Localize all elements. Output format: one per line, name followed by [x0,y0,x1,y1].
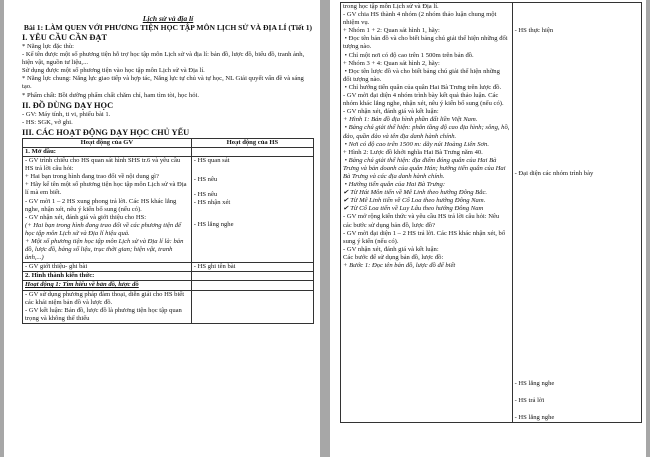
gv-line: + Hai bạn trong hình đang trao đổi về nội dung gì? [25,173,159,181]
document-page-1 [4,0,320,457]
hs-line: - Đại diện các nhóm trình bày [514,170,594,178]
gv-bullet: • Chỉ một nơi có độ cao trên 1 500m trên bản đồ. [343,51,474,59]
gv-line: + Hãy kể tên một số phương tiện học tập môn Lịch sử và Địa lí mà em biết. [25,181,187,197]
gv-line: - GV mời 1 – 2 HS xung phong trả lời. Các HS khác lắng nghe, nhận xét, nêu ý kiến bổ sung (nếu có). [25,197,177,213]
activities-table [22,138,314,324]
gv-cell [341,3,513,423]
activity-1-title: Hoạt động 1: Tìm hiểu về bản đồ, lược đồ [23,281,192,290]
check-icon: ✔ [343,197,349,205]
gv-bullet: • Đọc tên bản đồ và cho biết bảng chú giải thể hiện những đối tượng nào. [343,35,508,51]
activities-table-continued [340,2,642,423]
empty-cell [191,281,313,290]
gv-italic-line: + Bước 1: Đọc tên bản đồ, lược đồ để biết [343,262,456,269]
subject-title: Lịch sử và địa lí [142,14,194,23]
table-row [23,272,314,281]
s1-line: * Năng lực chung: Năng lực giao tiếp và hợp tác, Năng lực tự chủ và tự học, NL Giải quyết vấn đề và sáng tạo. [22,75,304,91]
gv-cell [23,290,192,323]
hs-line: - HS nhận xét [193,199,231,207]
gv-line: - GV kết luận: Bản đồ, lược đồ là phương tiện học tập quan trọng và không thể thiếu [25,306,182,322]
table-row [23,281,314,290]
s1-line: - Kể tên được một số phương tiện hỗ trợ học tập môn Lịch sử và địa lí: bản đồ, lược đồ, biểu đồ, tranh ảnh, hiện vật, nguồn tư liệu,... [22,51,305,67]
gv-cell: - GV giới thiệu- ghi bài [23,263,192,272]
page-1-content [22,14,314,324]
gv-line: - GV nhận xét, đánh giá và kết luận: [343,245,439,253]
table-row [23,263,314,272]
gv-check-item: ✔ Từ Hát Môn tiến về Mê Linh theo hướng Đông Bắc. [343,189,488,197]
table-row [23,157,314,263]
s1-line: * Năng lực đặc thù: [22,43,74,50]
gv-line: - GV trình chiếu cho HS quan sát hình SHS tr.6 và yêu cầu HS trả lời câu hỏi: [25,157,181,173]
gv-line: - GV chia HS thành 4 nhóm (2 nhóm thảo luận chung một nhiệm vụ. [343,11,497,27]
gv-line: + Nhóm 1 + 2: Quan sát hình 1, hãy: [343,27,440,35]
hs-cell [191,157,313,263]
hs-line: - HS lắng nghe [514,414,555,422]
gv-line: - GV nhận xét, đánh giá và kết luận: [343,108,439,116]
hs-line: - HS lắng nghe [193,221,234,229]
gv-bullet: • Nơi có độ cao trên 1500 m: dãy núi Hoàng Liên Sơn. [343,140,489,148]
gv-bullet: • Hướng tiến quân của Hai Bà Trưng: [343,181,446,189]
gv-italic-line: (+ Hai bạn trong hình đang trao đổi về các phương tiện để học tập môn Lịch sử và Địa lí hiệu quả. [25,221,181,237]
row-title-hinh-thanh: 2. Hình thành kiến thức: [23,272,192,281]
check-icon: ✔ [343,189,349,197]
s1-line: Sử dụng được một số phương tiện vào học tập môn Lịch sử và Địa lí. [22,67,205,75]
empty-cell [191,290,313,323]
s1-line: * Phẩm chất: Bồi dưỡng phẩm chất chăm chỉ, ham tìm tòi, học hỏi. [22,91,200,99]
gv-bullet: • Chỉ hướng tiến quân của quân Hai Bà Trưng trên lược đồ. [343,83,502,91]
row-title-mo-dau: 1. Mở đầu: [23,147,192,156]
empty-cell [191,147,313,156]
gv-check-item: ✔ Từ Mê Linh tiến về Cổ Loa theo hướng Đông Nam. [343,197,486,205]
hs-cell [512,3,641,423]
section-1-heading: I. YÊU CẦU CẦN ĐẠT [22,33,108,42]
header-gv: Hoạt động của GV [23,138,192,147]
gv-bullet: • Bảng chú giải thể hiện: địa điểm đóng quân của Hai Bà Trưng và bản doanh của quân Hán; hướng tiến quân của Hai Bà Trưng và các địa danh hành chính. [343,156,506,180]
hs-line: - HS thực hiện [514,27,554,34]
section-3-heading: III. CÁC HOẠT ĐỘNG DẠY HỌC CHỦ YẾU [22,127,190,137]
gv-line: + Nhóm 3 + 4: Quan sát hình 2, hãy: [343,59,440,67]
gv-line: trong học tập môn Lịch sử và Địa lí. [343,3,439,10]
hs-line: - HS nêu [193,191,218,199]
gv-line: Các bước để sử dụng bản đồ, lược đồ: [343,253,444,261]
gv-line: - GV mở rộng kiến thức và yêu cầu HS trả lời câu hỏi: Nêu các bước sử dụng bản đồ, lược đồ? [343,213,500,229]
hs-cell: - HS ghi tên bài [191,263,313,272]
lesson-title: Bài 1: LÀM QUEN VỚI PHƯƠNG TIỆN HỌC TẬP MÔN LỊCH SỬ VÀ ĐỊA LÍ (Tiết 1) [23,23,313,32]
table-row [23,147,314,156]
gv-bullet: • Đọc tên lược đồ và cho biết bảng chú giải thể hiện những đối tượng nào. [343,67,500,83]
gv-line: + Hình 2: Lược đồ khởi nghĩa Hai Bà Trưng năm 40. [343,148,483,156]
hs-line: - HS quan sát [193,157,230,165]
table-header-row [23,138,314,147]
hs-line: - HS lắng nghe [514,380,555,388]
check-icon: ✔ [343,205,349,213]
gv-bullet: • Bảng chú giải thể hiện: phân tầng độ cao địa hình; sông, hồ, đảo, quần đảo và tên địa danh hành chính. [343,124,510,140]
section-2-heading: II. ĐỒ DÙNG DẠY HỌC [22,100,114,110]
hs-line: - HS trả lời [514,397,545,405]
gv-line: - GV mời đại diện 4 nhóm trình bày kết quả thảo luận. Các nhóm khác lắng nghe, nhận xét, nêu ý kiến bổ sung (nếu có). [343,92,504,108]
table-row [23,290,314,323]
gv-italic-line: + Một số phương tiện học tập môn Lịch sử và Địa lí là: bản đồ, lược đồ, bảng số liệu, trục thời gian; hiện vật, tranh ảnh,...) [25,237,184,262]
gv-check-item: ✔ Từ Cổ Loa tiến về Luy Lâu theo hướng Đông Nam [343,205,484,213]
empty-cell [191,272,313,281]
gv-cell [23,157,192,263]
table-row [341,3,642,423]
gv-line: - GV mời đại diện 1 – 2 HS trả lời. Các HS khác nhận xét, bổ sung ý kiến (nếu có). [343,229,506,245]
s2-line: - GV: Máy tính, ti vi, phiếu bài 1. [22,110,111,118]
gv-line: - GV nhận xét, đánh giá và giới thiệu cho HS: [25,213,147,221]
hs-line: - HS nêu [193,176,218,184]
header-hs: Hoạt động của HS [191,138,313,147]
gv-line: - GV sử dụng phương pháp đàm thoại, diễn giải cho HS biết các khái niệm bản đồ và lược đồ. [25,290,185,306]
document-page-2 [330,0,646,457]
gv-italic-line: + Hình 1: Bản đồ địa hình phần đất liền Việt Nam. [343,116,478,124]
s2-line: - HS: SGK, vở ghi. [22,118,73,126]
page-2-content [340,2,642,423]
